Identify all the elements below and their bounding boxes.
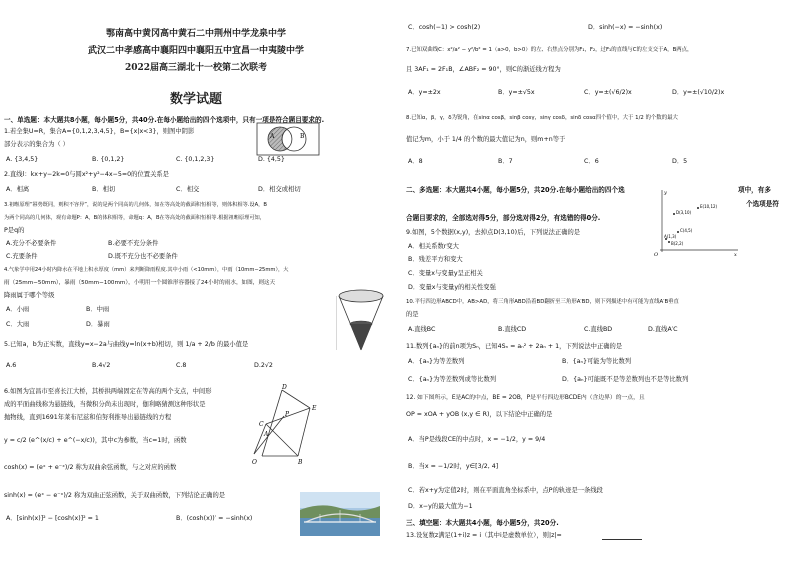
question-7-stem: 7.已知双曲线C：x²/a² − y²/b² = 1（a>0，b>0）的左、右焦点分别为F₁，F₂，过F₁的直线与C的左支交于A，B两点， [406, 47, 693, 53]
question-3-stem-end: P是q的 [4, 227, 25, 234]
venn-label-b: B [300, 133, 305, 140]
q9-option-b: B．残差平方和变大 [408, 256, 463, 263]
q1-option-a: A. {3,4,5} [6, 156, 39, 163]
q3-option-a: A.充分不必要条件 [6, 240, 57, 247]
q4-option-b: B．中雨 [86, 306, 110, 313]
section-fill-in: 三、填空题：本大题共4小题，每小题5分，共20分. [406, 519, 559, 527]
section-single-choice: 一、单选题：本大题共8小题，每小题5分，共40分.在每小题给出的四个选项中，只有一项是符合题目要求的. [4, 116, 325, 124]
geo-label-p: P [285, 411, 290, 418]
geometry-figure-q12 [252, 384, 332, 468]
catenary-equation: y = c/2 (e^(x/c) + e^(−x/c))，其中c为参数，当c=1时，函数 [4, 437, 187, 444]
geo-label-c: C [259, 421, 264, 428]
question-1-stem-cont: 部分表示的集合为（ ） [4, 141, 69, 148]
q3-option-d: D.既不充分也不必要条件 [108, 253, 178, 260]
point-label-e: E(10,12) [700, 204, 718, 209]
q2-option-d: D．相交或相切 [258, 186, 301, 193]
question-9-stem: 9.如图，5个数据(x,y)，去掉点D(3,10)后，下列说法正确的是 [406, 229, 581, 236]
q11-option-b: B．{aₙ}可能为等比数列 [562, 358, 632, 365]
q12-option-d: D．x−y的最大值为−1 [408, 503, 473, 510]
q3-option-b: B.必要不充分条件 [108, 240, 159, 247]
q7-option-b: B．y=±√5x [498, 89, 535, 96]
q8-option-a: A．8 [408, 158, 423, 165]
q9-option-c: C．变量x与变量y呈正相关 [408, 270, 483, 277]
q11-option-a: A．{aₙ}为等差数列 [408, 358, 465, 365]
school-list-line-1: 鄂南高中黄冈高中黄石二中荆州中学龙泉中学 [105, 29, 286, 39]
question-2-stem: 2.直线l：kx+y−2k=0与圆x²+y²−4x−5=0的位置关系是 [4, 171, 169, 178]
school-list-line-2: 武汉二中孝感高中襄阳四中襄阳五中宜昌一中夷陵中学 [87, 46, 304, 56]
question-10-stem-cont: 的是 [406, 311, 419, 318]
q4-option-d: D．暴雨 [86, 321, 110, 328]
q12-option-b: B．当x = −1/2时，y∈[3/2, 4] [408, 463, 499, 470]
q6-option-b: B．(cosh(x))′ = −sinh(x) [176, 515, 253, 522]
page-title: 数学试题 [169, 92, 222, 107]
question-10-stem: 10.平行四边形ABCD中，AB>AD，将三角形ABD沿着BD翻折至三角形A′BD，则下列描述中有可能为直线A′B垂直 [406, 299, 679, 305]
axis-y-label: y [664, 190, 667, 196]
q10-option-d: D.直线A′C [648, 326, 678, 333]
venn-label-a: A [270, 133, 275, 140]
section-multi-choice-scoring: 合题目要求的，全部选对得5分，部分选对得2分，有选错的得0分. [406, 214, 601, 222]
q7-option-a: A．y=±2x [408, 89, 441, 96]
q11-option-d: D．{aₙ}可能既不是等差数列也不是等比数列 [562, 376, 689, 383]
q9-option-a: A．相关系数r变大 [408, 243, 459, 250]
q5-option-a: A.6 [6, 362, 17, 369]
axis-origin-label: O [654, 252, 659, 258]
q5-option-b: B.4√2 [92, 362, 111, 369]
question-8-stem: 8.已知α，β，γ，δ为锐角，在sinα cosβ，sinβ cosγ，sinγ cosδ，sinδ cosα四个值中，大于 1/2 的个数的最大 [406, 115, 678, 121]
question-3-stem: 3.祖暅原理“幂势既同，则积不容异”，说的是两个同高的几何体，如在等高处的截面积恒相等，则体积相等.设A，B [4, 202, 267, 208]
scatter-plot-q9 [648, 186, 740, 258]
geo-label-e: E [312, 405, 317, 412]
question-5-stem: 5.已知a，b为正实数，直线y=x−2a与曲线y=ln(x+b)相切，则 1/a + 2/b 的最小值是 [4, 341, 249, 348]
point-label-d: D(3,10) [676, 210, 692, 215]
q3-option-c: C.充要条件 [6, 253, 38, 260]
q10-option-a: A.直线BC [408, 326, 436, 333]
question-13-stem: 13.设复数z满足(1+i)z = i（其中i是虚数单位），则|z|= [406, 532, 562, 539]
q10-option-c: C.直线BD [584, 326, 613, 333]
q1-option-d: D. {4,5} [258, 156, 285, 163]
question-3-stem-cont: 为两个同高的几何体，观有命题P：A，B的体积相等，命题q：A，B在等高处的截面积恒相等.根据祖暅原理可知， [4, 215, 265, 221]
left-column [0, 0, 392, 562]
section-multi-choice-cont-2: 个选项是符 [746, 200, 779, 208]
q2-option-a: A．相离 [6, 186, 30, 193]
q5-option-c: C.8 [176, 362, 187, 369]
point-label-c: C(4,5) [680, 228, 693, 233]
q11-option-c: C．{aₙ}为等差数列或等比数列 [408, 376, 497, 383]
q6-option-a: A．[sinh(x)]² − [cosh(x)]² = 1 [6, 515, 99, 522]
section-multi-choice-cont: 项中，有多 [738, 186, 771, 194]
q8-option-c: C．6 [584, 158, 599, 165]
q6-option-c: C．cosh(−1) > cosh(2) [408, 24, 481, 31]
exam-name: 2022届高三湖北十一校第二次联考 [124, 63, 268, 73]
q4-option-a: A．小雨 [6, 306, 30, 313]
cosh-definition: cosh(x) = (eˣ + e⁻ˣ)/2 称为双曲余弦函数，与之对应的函数 [4, 464, 177, 471]
q1-option-c: C. {0,1,2,3} [176, 156, 215, 163]
question-1-stem: 1.若全集U=R，集合A={0,1,2,3,4,5}，B={x|x<3}，则图中阴影 [4, 128, 195, 135]
question-6-stem-3: 抛物线，直到1691年莱布尼兹和伯努利推导出悬链线的方程 [4, 414, 172, 421]
question-4-stem-cont: 雨（25mm−50mm），暴雨（50mm−100mm），小明用一个圆锥形容器接了24小时的雨水，如图，则这天 [4, 280, 276, 286]
q7-option-d: D．y=±(√10/2)x [672, 89, 725, 96]
question-12-stem: 12. 如下图所示，E是AC的中点，BE = 2OB，P是平行四边形BCDE内（含边界）的一点，且 [406, 395, 645, 401]
right-column [402, 0, 794, 562]
point-label-b: B(2,2) [671, 241, 684, 246]
q2-option-c: C．相交 [176, 186, 200, 193]
axis-x-label: x [734, 252, 737, 258]
venn-diagram [256, 122, 320, 156]
sinh-definition: sinh(x) = (eˣ − e⁻ˣ)/2 称为双曲正弦函数，关于双曲函数，下列结论正确的是 [4, 492, 226, 499]
q8-option-d: D．5 [672, 158, 688, 165]
geo-label-b: B [298, 459, 303, 466]
q8-option-b: B．7 [498, 158, 513, 165]
q4-option-c: C．大雨 [6, 321, 30, 328]
question-11-stem: 11.数列{aₙ}的前n项为Sₙ，已知4Sₙ = aₙ² + 2aₙ + 1，下列说法中正确的是 [406, 343, 623, 350]
q10-option-b: B.直线CD [498, 326, 527, 333]
question-6-stem-2: 成的平面曲线称为悬链线，当微积分尚未出现时，伽利略猜测这种形状是 [4, 401, 206, 408]
question-4-stem: 4.气象学中用24小时内降水在平地上积水厚度（mm）来判断降雨程度.其中小雨（<10mm），中雨（10mm−25mm），大 [4, 267, 289, 273]
section-multi-choice: 二、多选题：本大题共4小题，每小题5分，共20分.在每小题给出的四个选 [406, 186, 625, 194]
q12-option-a: A．当P是线段CE的中点时，x = −1/2，y = 9/4 [408, 436, 546, 443]
q12-option-c: C．若x+y为定值2时，则在平面直角坐标系中，点P的轨迹是一条线段 [408, 487, 603, 494]
question-4-stem-end: 降雨属于哪个等级 [4, 292, 55, 299]
q1-option-b: B. {0,1,2} [92, 156, 125, 163]
question-7-stem-cont: 且 3AF₁ = 2F₁B，∠ABF₂ = 90°，则C的渐近线方程为 [406, 66, 561, 73]
bridge-photo [300, 492, 380, 536]
cone-rain-gauge-figure [336, 286, 386, 356]
question-8-stem-cont: 值记为m，小于 1/4 的个数的最大值记为n，则m+n等于 [406, 136, 566, 143]
point-label-a: A(1,3) [664, 234, 677, 239]
q2-option-b: B．相切 [92, 186, 116, 193]
answer-blank [602, 539, 642, 540]
geo-label-d: D [282, 384, 287, 391]
geo-label-a: A [264, 431, 269, 438]
q7-option-c: C．y=±(√6/2)x [584, 89, 632, 96]
q5-option-d: D.2√2 [254, 362, 273, 369]
q6-option-d: D．sinh(−x) = −sinh(x) [588, 24, 663, 31]
question-12-stem-cont: OP = xOA + yOB (x,y ∈ R)，以下结论中正确的是 [406, 411, 553, 418]
q9-option-d: D．变量x与变量y的相关性变强 [408, 284, 496, 291]
geo-label-o: O [252, 459, 257, 466]
question-6-stem: 6.如图为宜昌市至喜长江大桥，其桥拱两端固定在等高的两个支点，中间形 [4, 388, 212, 395]
